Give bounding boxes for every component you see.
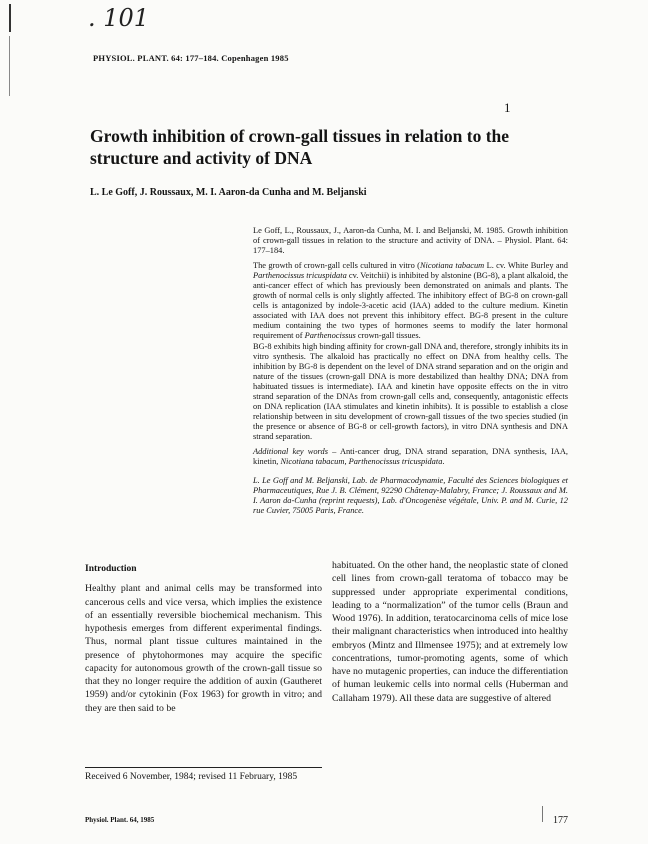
author-list: L. Le Goff, J. Roussaux, M. I. Aaron-da Cunha and M. Beljanski (90, 187, 367, 198)
footer-divider (542, 806, 543, 822)
received-dates: Received 6 November, 1984; revised 11 February, 1985 (85, 772, 298, 782)
scan-edge-mark (9, 4, 11, 32)
footer-journal: Physiol. Plant. 64, 1985 (85, 816, 155, 824)
paper-title: Growth inhibition of crown-gall tissues in relation to the structure and activity of DNA (90, 126, 510, 168)
abstract-reference: Le Goff, L., Roussaux, J., Aaron-da Cunha, M. I. and Beljanski, M. 1985. Growth inhibition of crown-gall tissues in relation to the structure and activity of DNA. – Physiol. Plant. 64: 177–184. (253, 226, 568, 256)
abstract-paragraph: The growth of crown-gall cells cultured in vitro (Nicotiana tabacum L. cv. White Burley and Parthenocissus tricuspidata cv. Veitchii) is inhibited by alstonine (BG-8), a plant alkaloid, the anti-cancer effect of which has previously been demonstrated on animals and plants. The growth of normal cells is only slightly affected. The inhibitory effect of BG-8 on crown-gall cells is antagonized by indole-3-acetic acid (IAA) added to the culture medium. Kinetin associated with IAA does not prevent this inhibitory effect. BG-8 present in the culture medium containing the two types of hormones seems to modify the later hormonal requirement of Parthenocissus crown-gall tissues. (253, 261, 568, 341)
keywords: Additional key words – Anti-cancer drug, DNA strand separation, DNA synthesis, IAA, kinetin, Nicotiana tabacum, Parthenocissus tricuspidata. (253, 446, 568, 467)
author-affiliation: L. Le Goff and M. Beljanski, Lab. de Pharmacodynamie, Faculté des Sciences biologiques et Pharmaceutiques, Rue J. B. Clément, 92290 Châtenay-Malabry, France; J. Roussaux and M. I. Aaron da-Cunha (reprint requests), Lab. d'Oncogenèse végétale, Univ. P. and M. Curie, 12 rue Cuvier, 75005 Paris, France. (253, 476, 568, 516)
journal-citation: PHYSIOL. PLANT. 64: 177–184. Copenhagen 1985 (93, 53, 289, 63)
handwritten-annotation: . 101 (88, 4, 150, 32)
body-text: Healthy plant and animal cells may be transformed into cancerous cells and vice versa, which implies the existence of an essentially reversible biochemical mechanism. This hypothesis emerges from different experimental findings. Thus, normal plant tissue cultures maintained in the presence of phytohormones may acquire the specific capacity for autonomous growth of the crown-gall tissue so that they no longer require the addition of auxin (Gautheret 1959) and/or cytokinin (Fox 1963) for growth in vitro; and they are then said to be (85, 583, 322, 714)
page-marker: 1 (504, 100, 511, 115)
footnote-rule (85, 767, 322, 768)
intro-right-column: habituated. On the other hand, the neoplastic state of cloned cell lines from crown-gall teratoma of tobacco may be suppressed under appropriate experimental conditions, leading to a “normalization” of the tumor cells (Braun and Wood 1976). In addition, teratocarcinoma cells of mice lose their malignant characteristics when introduced into healthy embryos (Mintz and Illmensee 1975); and at extremely low concentrations, tumor-promoting agents, some of which have no mutagenic properties, can induce the differentiation of human leukemic cells into normal cells (Huberman and Callaham 1979). All these data are suggestive of altered (332, 560, 568, 704)
section-heading: Introduction (85, 564, 137, 574)
scan-edge-mark (9, 36, 10, 96)
abstract (253, 226, 568, 516)
abstract-paragraph: BG-8 exhibits high binding affinity for crown-gall DNA and, therefore, strongly inhibits its in vitro synthesis. The alkaloid has practically no effect on DNA from healthy cells. The inhibition by BG-8 is dependent on the level of DNA strand separation and on the origin and nature of the tissues (crown-gall DNA is more destabilized than healthy DNA; DNA from habituated tissues is intermediate). IAA and kinetin have opposite effects on the in vitro strand separation of the DNAs from crown-gall cells and, consequently, antagonistic effects on DNA replication (IAA stimulates and kinetin inhibits). It is possible to establish a close relationship between in situ development of crown-gall tissues of the two species studied (in the presence or absence of BG-8 or cell-growth factors), in vitro DNA synthesis and DNA strand separation. (253, 341, 568, 441)
page-number: 177 (553, 815, 568, 826)
intro-left-column (85, 563, 322, 715)
